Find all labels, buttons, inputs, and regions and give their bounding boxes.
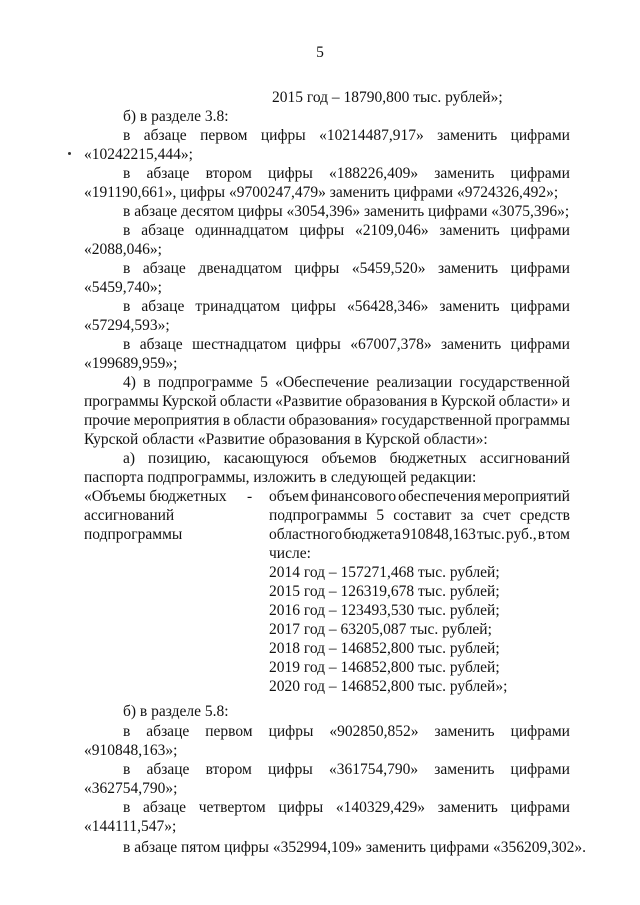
word: в (123, 260, 131, 277)
word: цифрами (510, 799, 570, 816)
word: «Обеспечение (275, 374, 369, 391)
word: мероприятий (482, 488, 570, 505)
word: 5 (260, 374, 268, 391)
word: втором (205, 165, 252, 182)
word: тыс. (476, 526, 505, 543)
word: цифрами (510, 336, 570, 353)
word: государственной (459, 374, 570, 391)
word: Курской (162, 393, 217, 410)
s38-p4-cont: «2088,046»; (84, 241, 162, 258)
word: заменить (434, 761, 495, 778)
item4-line4: Курской области «Развитие образования в Курской области»: (84, 431, 488, 448)
year-line: 2015 год – 126319,678 тыс. рублей; (269, 583, 500, 600)
s58-p3-line (123, 799, 570, 817)
s38-p4-line (123, 222, 570, 240)
year-line: 2018 год – 146852,800 тыс. рублей; (269, 640, 500, 657)
word: образования (345, 393, 428, 410)
word: области (233, 412, 286, 429)
word: в (222, 412, 231, 429)
item4-a-line2: паспорта подпрограммы, изложить в следующей редакции: (84, 469, 477, 486)
page-number: 5 (316, 44, 324, 61)
word: цифры (294, 260, 340, 277)
word: цифры (260, 127, 306, 144)
word: в (537, 526, 546, 543)
word: двенадцатом (198, 260, 282, 277)
word: реализации (376, 374, 453, 391)
s38-p1-line (123, 127, 570, 145)
word: 4) (123, 374, 136, 391)
word: в (143, 374, 151, 391)
word: тринадцатом (195, 298, 281, 315)
word: в (123, 336, 131, 353)
word: в (123, 761, 131, 778)
word: государственной (381, 412, 492, 429)
word: «5459,520» (351, 260, 426, 277)
word: заменить (439, 298, 500, 315)
section-5-8-heading: б) в разделе 5.8: (123, 703, 229, 720)
passport-dash: - (247, 488, 253, 505)
passport-left-1: «Объемы бюджетных (84, 488, 227, 505)
s38-p3-line: в абзаце десятом цифры «3054,396» заменить цифрами «3075,396»; (123, 203, 570, 220)
word: одиннадцатом (195, 222, 289, 239)
s58-p3-cont: «144111,547»; (84, 818, 177, 835)
word: заменить (439, 222, 500, 239)
word: в (123, 298, 131, 315)
word: заменить (434, 165, 495, 182)
year-line: 2019 год – 146852,800 тыс. рублей; (269, 659, 500, 676)
word: программы (84, 393, 159, 410)
word: абзаце (143, 127, 187, 144)
word: 910848,163 (402, 526, 476, 543)
word: цифры (268, 761, 313, 778)
word: областного (269, 526, 343, 543)
word: обеспечения (398, 488, 481, 505)
item4-line3 (84, 412, 570, 430)
word: цифры (268, 723, 314, 740)
word: программы (495, 412, 570, 429)
word: «2109,046» (355, 222, 429, 239)
word: «56428,346» (346, 298, 429, 315)
word: 5 (376, 507, 385, 524)
word: абзаце (141, 298, 185, 315)
word: Курской (441, 393, 496, 410)
word: цифрами (510, 761, 570, 778)
word: руб., (505, 526, 537, 543)
word: прочие (84, 412, 131, 429)
word: цифрами (510, 298, 570, 315)
word: финансового (311, 488, 397, 505)
word: области» (498, 393, 559, 410)
s58-p1-cont: «910848,163»; (84, 742, 178, 759)
word: заменить (441, 336, 502, 353)
year-line: 2017 год – 63205,087 тыс. рублей; (269, 621, 492, 638)
word: за (460, 507, 474, 524)
item4-line1 (123, 374, 570, 392)
s38-p7-cont: «199689,959»; (84, 355, 178, 372)
word: позицию, (148, 450, 211, 467)
word: мероприятия (133, 412, 220, 429)
word: бюджетных (389, 450, 467, 467)
word: и (561, 393, 570, 410)
word: «67007,378» (350, 336, 432, 353)
word: касающуюся (223, 450, 309, 467)
s58-p4-line: в абзаце пятом цифры «352994,109» заменить цифрами «356209,302». (123, 839, 587, 856)
s38-p1-cont: «10242215,444»; (84, 146, 193, 163)
word: «Развитие (275, 393, 342, 410)
word: абзаце (146, 165, 190, 182)
word: цифры (268, 165, 313, 182)
word: «188226,409» (328, 165, 419, 182)
word: цифрами (510, 260, 570, 277)
item4-a-line1 (123, 450, 570, 468)
word: а) (123, 450, 136, 467)
s38-p2-cont: «191190,661», цифры «9700247,479» заменить цифрами «9724326,492»; (84, 184, 559, 201)
word: абзаце (141, 222, 185, 239)
passport-left-3: подпрограммы (84, 526, 183, 543)
word: цифры (296, 336, 341, 353)
word: в (123, 222, 131, 239)
word: в (123, 165, 131, 182)
word: в (123, 723, 131, 740)
s58-p1-line (123, 723, 570, 741)
word: цифрами (510, 127, 570, 144)
section-3-8-heading: б) в разделе 3.8: (123, 108, 229, 125)
word: в (123, 127, 131, 144)
s38-p2-line (123, 165, 570, 183)
word: «140329,429» (335, 799, 426, 816)
word: заменить (437, 127, 498, 144)
word: четвертом (198, 799, 266, 816)
word: составит (393, 507, 452, 524)
passport-right-4: числе: (269, 545, 311, 562)
word: абзаце (146, 723, 190, 740)
word: цифры (278, 799, 324, 816)
word: подпрограмме (158, 374, 253, 391)
word: счет (482, 507, 511, 524)
word: образования» (288, 412, 379, 429)
item4-line2 (84, 393, 570, 411)
word: бюджета (343, 526, 402, 543)
word: цифрами (510, 165, 570, 182)
word: первом (205, 723, 253, 740)
word: втором (205, 761, 252, 778)
passport-right-2 (269, 507, 570, 525)
word: шестнадцатом (192, 336, 287, 353)
word: цифрами (510, 222, 570, 239)
word: абзаце (143, 799, 186, 816)
word: в (123, 799, 131, 816)
word: «10214487,917» (319, 127, 424, 144)
word: первом (200, 127, 248, 144)
word: «361754,790» (328, 761, 419, 778)
passport-right-3 (269, 526, 570, 544)
scan-speck (68, 152, 71, 155)
s38-p5-cont: «5459,740»; (84, 279, 162, 296)
s58-p2-line (123, 761, 570, 779)
word: абзаце (146, 761, 190, 778)
word: объем (269, 488, 309, 505)
word: ассигнований (479, 450, 570, 467)
s58-p2-cont: «362754,790»; (84, 780, 178, 797)
word: заменить (434, 723, 495, 740)
word: средств (519, 507, 570, 524)
s38-p6-line (123, 298, 570, 316)
word: области (219, 393, 272, 410)
passport-left-2: ассигнований (84, 507, 175, 524)
passport-right-1 (269, 488, 570, 506)
word: цифры (291, 298, 336, 315)
word: заменить (437, 799, 498, 816)
year-line: 2016 год – 123493,530 тыс. рублей; (269, 602, 500, 619)
top-line: 2015 год – 18790,800 тыс. рублей»; (272, 89, 503, 106)
word: том (546, 526, 570, 543)
word: в (430, 393, 438, 410)
word: цифры (299, 222, 345, 239)
word: «902850,852» (329, 723, 419, 740)
word: абзаце (139, 336, 183, 353)
word: объемов (321, 450, 377, 467)
year-line: 2014 год – 157271,468 тыс. рублей; (269, 564, 500, 581)
word: абзаце (142, 260, 186, 277)
word: заменить (437, 260, 499, 277)
s38-p6-cont: «57294,593»; (84, 317, 170, 334)
year-line: 2020 год – 146852,800 тыс. рублей»; (269, 678, 508, 695)
s38-p5-line (123, 260, 570, 278)
s38-p7-line (123, 336, 570, 354)
word: цифрами (510, 723, 570, 740)
word: подпрограммы (269, 507, 368, 524)
